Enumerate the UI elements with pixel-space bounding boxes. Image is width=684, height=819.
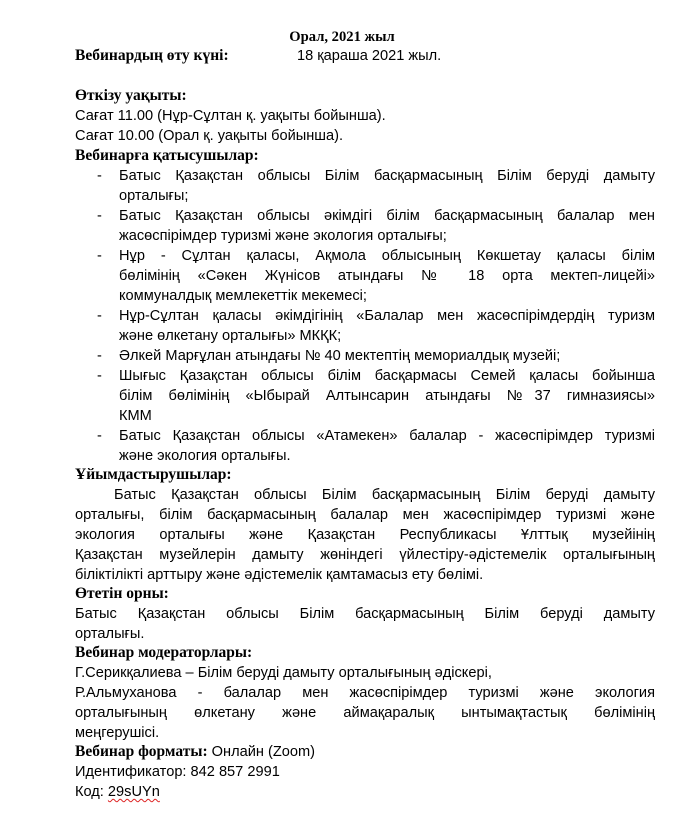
participant-item (119, 426, 655, 466)
participant-line: Шығыс Қазақстан облысы білім басқармасы Семей қаласы бойынша (119, 368, 655, 384)
format-value: Онлайн (Zoom) (207, 744, 316, 760)
passcode-value[interactable]: 29sUYn (107, 784, 160, 800)
date-value: 18 қараша 2021 жыл. (297, 48, 442, 64)
passcode-row (75, 782, 655, 802)
organizers-line: Батыс Қазақстан облысы Білім басқармасының Білім беруді дамыту (114, 487, 655, 503)
venue-paragraph (75, 604, 655, 644)
bullet-marker: - (97, 348, 102, 364)
participants-heading: Вебинарға қатысушылар: (75, 147, 259, 164)
participant-line: жасөспірімдер туризмі және экология орталығы; (119, 228, 447, 244)
venue-line: орталығы. (75, 626, 145, 642)
conference-id: Идентификатор: 842 857 2991 (75, 764, 280, 780)
organizers-line: орталығы, білім басқармасының балалар мен жасөспірімдер туризмі және (75, 507, 655, 523)
bullet-marker: - (97, 428, 102, 444)
date-label: Вебинардың өту күні: (75, 47, 229, 64)
city-year-title: Орал, 2021 жыл (289, 29, 395, 45)
bullet-marker: - (97, 168, 102, 184)
format-row (75, 742, 655, 762)
time-line-oral: Сағат 10.00 (Орал қ. уақыты бойынша). (75, 128, 344, 144)
moderator-two (75, 683, 655, 743)
moderators-heading: Вебинар модераторлары: (75, 644, 253, 661)
participant-line: Батыс Қазақстан облысы Білім басқармасының Білім беруді дамыту (119, 168, 655, 184)
participant-item (119, 366, 655, 426)
time-heading: Өткізу уақыты: (75, 87, 187, 104)
participant-line: бөлімінің «Сәкен Жүнісов атындағы № 18 орта мектеп-лицейі» (119, 268, 655, 284)
venue-heading: Өтетін орны: (75, 585, 169, 602)
bullet-marker: - (97, 248, 102, 264)
format-label: Вебинар форматы: (75, 743, 208, 760)
moderator-two-line: меңгерушісі. (75, 725, 160, 741)
participant-line: Батыс Қазақстан облысы «Атамекен» балалар - жасөспірімдер туризмі (119, 428, 655, 444)
participant-line: коммуналдық мемлекеттік мекемесі; (119, 288, 367, 304)
moderator-two-line: орталығының өлкетану және аймақаралық ынтымақтастық бөлімінің (75, 705, 655, 721)
moderator-two-line: Р.Альмуханова - балалар мен жасөспірімдер туризмі және экология (75, 685, 655, 701)
organizers-line: экология орталығы және Қазақстан Республикасы Ұлттық музейінің (75, 527, 655, 543)
participant-item (119, 346, 655, 366)
participant-line: және экология орталығы. (119, 448, 291, 464)
bullet-marker: - (97, 208, 102, 224)
participant-item (119, 166, 655, 206)
participant-item (119, 246, 655, 306)
participant-line: білім бөлімінің «Ыбырай Алтынсарин атындағы №37 гимназиясы» (119, 388, 655, 404)
participant-item (119, 206, 655, 246)
participant-line: орталығы; (119, 188, 189, 204)
participant-line: Нұр-Сұлтан қаласы әкімдігінің «Балалар мен жасөспірімдердің туризм (119, 308, 655, 324)
organizers-line: біліктілікті арттыру және әдістемелік қамтамасыз ету бөлімі. (75, 567, 484, 583)
bullet-marker: - (97, 308, 102, 324)
bullet-marker: - (97, 368, 102, 384)
passcode-label: Код: (75, 784, 108, 800)
organizers-heading: Ұйымдастырушылар: (75, 466, 232, 483)
participant-item (119, 306, 655, 346)
participant-line: Нұр - Сұлтан қаласы, Ақмола облысының Көкшетау қаласы білім (119, 248, 655, 264)
moderator-one: Г.Серикқалиева – Білім беруді дамыту орталығының әдіскері, (75, 665, 492, 681)
venue-line: Батыс Қазақстан облысы Білім басқармасының Білім беруді дамыту (75, 606, 655, 622)
participant-line: және өлкетану орталығы» МКҚК; (119, 328, 342, 344)
organizers-paragraph (75, 485, 655, 585)
participant-line: КММ (119, 408, 152, 424)
organizers-line: Қазақстан музейлерін дамыту жөніндегі үйлестіру-әдістемелік орталығының (75, 547, 655, 563)
participant-line: Батыс Қазақстан облысы әкімдігі білім басқармасының балалар мен (119, 208, 655, 224)
participant-line: Әлкей Марғұлан атындағы № 40 мектептің мемориалдық музейі; (119, 348, 561, 364)
time-line-nursultan: Сағат 11.00 (Нұр-Сұлтан қ. уақыты бойынша). (75, 108, 386, 124)
